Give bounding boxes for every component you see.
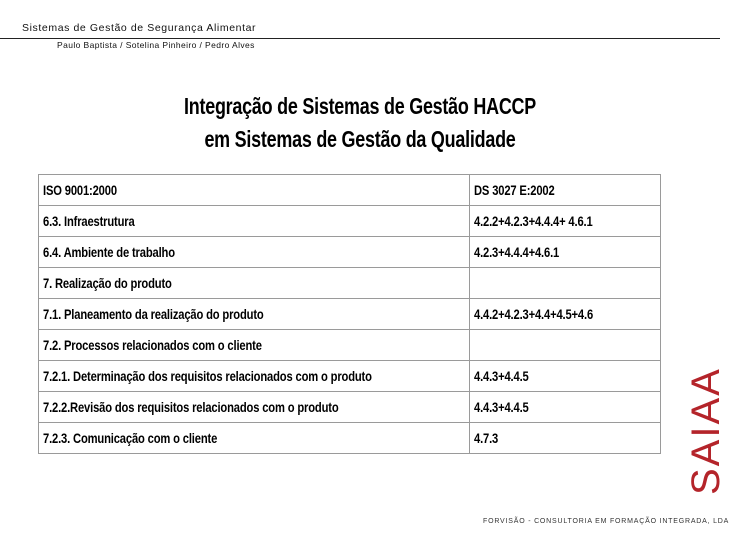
table-cell-right: 4.4.3+4.4.5 <box>470 392 661 423</box>
table-row <box>39 423 661 454</box>
table-cell-right: 4.2.3+4.4.4+4.6.1 <box>470 237 661 268</box>
slide-title-line1: Integração de Sistemas de Gestão HACCP <box>183 93 537 119</box>
table-cell-left: 7.2.1. Determinação dos requisitos relacionados com o produto <box>39 361 470 392</box>
table-row <box>39 175 661 206</box>
table-row <box>39 299 661 330</box>
table-cell-right: 4.4.2+4.2.3+4.4+4.5+4.6 <box>470 299 661 330</box>
table-cell-right: 4.4.3+4.4.5 <box>470 361 661 392</box>
header-divider <box>0 38 720 39</box>
table-cell-left: 7.2.2.Revisão dos requisitos relacionados com o produto <box>39 392 470 423</box>
table-row <box>39 361 661 392</box>
slide-title-line2: em Sistemas de Gestão da Qualidade <box>204 126 516 152</box>
table-row <box>39 206 661 237</box>
table-cell-left: 6.3. Infraestrutura <box>39 206 470 237</box>
table-cell-right: 4.7.3 <box>470 423 661 454</box>
saiaa-logo-text: SAIAA <box>684 367 728 495</box>
table-row <box>39 392 661 423</box>
table-cell-left: 7.1. Planeamento da realização do produto <box>39 299 470 330</box>
table-row <box>39 268 661 299</box>
header-title: Sistemas de Gestão de Segurança Alimentar <box>22 22 257 34</box>
table-row <box>39 237 661 268</box>
table-row <box>39 330 661 361</box>
table-cell-right <box>470 268 661 299</box>
header-authors: Paulo Baptista / Sotelina Pinheiro / Pedro Alves <box>57 40 255 50</box>
table-cell-left: 7. Realização do produto <box>39 268 470 299</box>
mapping-table <box>38 174 661 454</box>
table-cell-right: DS 3027 E:2002 <box>470 175 661 206</box>
table-cell-left: ISO 9001:2000 <box>39 175 470 206</box>
slide-title <box>79 90 641 156</box>
table-cell-left: 7.2.3. Comunicação com o cliente <box>39 423 470 454</box>
table-cell-left: 7.2. Processos relacionados com o cliente <box>39 330 470 361</box>
saiaa-logo <box>664 355 728 505</box>
table-cell-right <box>470 330 661 361</box>
table-cell-left: 6.4. Ambiente de trabalho <box>39 237 470 268</box>
table-cell-right: 4.2.2+4.2.3+4.4.4+ 4.6.1 <box>470 206 661 237</box>
footer-company: FORVISÃO - CONSULTORIA EM FORMAÇÃO INTEGRADA, LDA <box>483 518 729 525</box>
